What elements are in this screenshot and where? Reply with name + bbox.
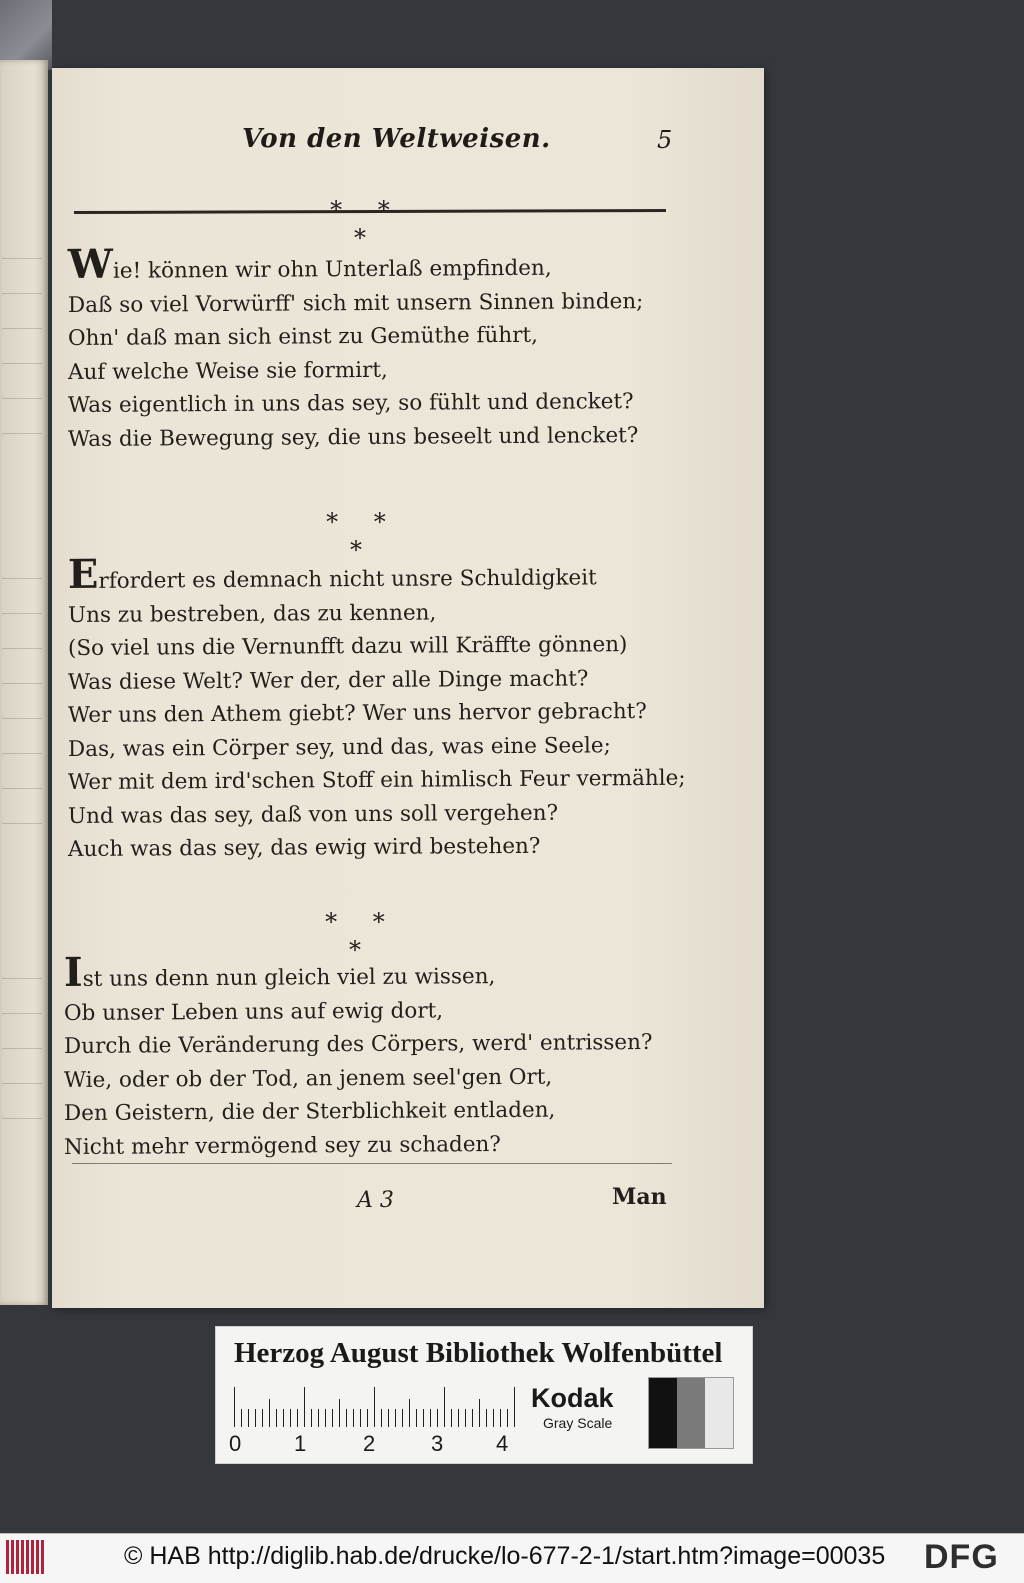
ruler-tick: [451, 1409, 452, 1427]
ruler-tick: [255, 1409, 256, 1427]
ruler-tick: [493, 1409, 494, 1427]
stanza-1: [67, 240, 658, 454]
verse-line: Das, was ein Cörper sey, und das, was eine Seele;: [67, 732, 611, 762]
ruler-tick: [290, 1409, 291, 1427]
ruler-tick: [409, 1399, 410, 1427]
ruler-tick: [437, 1409, 438, 1427]
section-stars: * * *: [325, 908, 399, 964]
ruler-tick: [311, 1409, 312, 1427]
barcode-logo: [6, 1540, 46, 1574]
ruler-tick: [262, 1409, 263, 1427]
book-page: [52, 68, 764, 1308]
ruler-tick: [444, 1387, 445, 1427]
adjacent-text-line: [2, 310, 42, 329]
adjacent-text-line: [2, 665, 42, 684]
ruler-tick: [514, 1387, 515, 1427]
ruler-tick: [304, 1387, 305, 1427]
ruler-tick: [318, 1409, 319, 1427]
footer-bar: [0, 1533, 1024, 1583]
ruler-tick: [500, 1409, 501, 1427]
ruler-tick: [241, 1409, 242, 1427]
ruler-tick: [234, 1387, 235, 1427]
verse-line: Wie! können wir ohn Unterlaß empfinden,: [67, 240, 552, 289]
verse-line: Durch die Veränderung des Cörpers, werd' entrissen?: [63, 1029, 653, 1060]
gray-patch: [649, 1378, 677, 1448]
ruler-tick: [269, 1399, 270, 1427]
ruler-tick: [276, 1409, 277, 1427]
verse-line: Auf welche Weise sie formirt,: [67, 357, 388, 385]
ruler-tick: [346, 1409, 347, 1427]
verse-line: Den Geistern, die der Sterblichkeit entladen,: [63, 1097, 556, 1127]
adjacent-text-line: [2, 1030, 42, 1049]
color-calibration-card: [215, 1326, 753, 1464]
adjacent-text-line: [2, 380, 42, 399]
verse-line: Ist uns denn nun gleich viel zu wissen,: [63, 948, 496, 997]
page-number: 5: [657, 126, 673, 154]
adjacent-text-line: [2, 1100, 42, 1119]
ruler-tick: [402, 1409, 403, 1427]
verse-line: Nicht mehr vermögend sey zu schaden?: [63, 1131, 501, 1160]
ruler-tick: [423, 1409, 424, 1427]
adjacent-text-line: [2, 345, 42, 364]
adjacent-text-line: [2, 995, 42, 1014]
kodak-logo: Kodak: [531, 1383, 614, 1413]
adjacent-page-edge: [0, 60, 48, 1305]
ruler-tick: [395, 1409, 396, 1427]
signature-mark: A 3: [357, 1188, 394, 1213]
stanza-2: [67, 550, 686, 865]
ruler-tick: [248, 1409, 249, 1427]
adjacent-text-line: [2, 770, 42, 789]
ruler-tick: [416, 1409, 417, 1427]
verse-line: Uns zu bestreben, das zu kennen,: [67, 599, 437, 628]
ruler-number: 1: [294, 1431, 307, 1456]
verse-line: Daß so viel Vorwürff' sich mit unsern Sinnen binden;: [67, 288, 644, 318]
verse-line: Was diese Welt? Wer der, der alle Dinge macht?: [67, 665, 589, 695]
verse-line: Was die Bewegung sey, die uns beseelt und lencket?: [67, 422, 639, 452]
verse-line: Auch was das sey, das ewig wird bestehen?: [67, 833, 541, 863]
ruler-tick: [339, 1399, 340, 1427]
verse-line: Erfordert es demnach nicht unsre Schuldigkeit: [67, 550, 597, 599]
ruler-tick: [507, 1409, 508, 1427]
section-stars: * * *: [326, 508, 400, 564]
ruler-tick: [353, 1409, 354, 1427]
ruler-tick: [479, 1399, 480, 1427]
adjacent-text-line: [2, 275, 42, 294]
ruler-tick: [367, 1409, 368, 1427]
adjacent-text-line: [2, 630, 42, 649]
ruler-tick: [472, 1409, 473, 1427]
gray-scale-label: Gray Scale: [543, 1415, 613, 1431]
ruler-number: 0: [229, 1431, 242, 1456]
ruler-tick: [297, 1409, 298, 1427]
adjacent-text-line: [2, 240, 42, 259]
section-stars: * * *: [330, 196, 404, 252]
adjacent-text-line: [2, 960, 42, 979]
measurement-ruler: [234, 1387, 526, 1427]
verse-line: Ob unser Leben uns auf ewig dort,: [63, 997, 444, 1026]
verse-line: Wie, oder ob der Tod, an jenem seel'gen Ort,: [63, 1064, 553, 1093]
verse-line: Und was das sey, daß von uns soll vergehen?: [67, 800, 559, 829]
ruler-tick: [360, 1409, 361, 1427]
ruler-tick: [332, 1409, 333, 1427]
adjacent-text-line: [2, 700, 42, 719]
ruler-tick: [283, 1409, 284, 1427]
adjacent-text-line: [2, 735, 42, 754]
verse-line: Wer mit dem ird'schen Stoff ein himlisch Feur vermähle;: [67, 765, 686, 796]
verse-line: Wer uns den Athem giebt? Wer uns hervor gebracht?: [67, 699, 647, 729]
stanza-3: [63, 948, 654, 1162]
ruler-tick: [325, 1409, 326, 1427]
catchword: Man: [612, 1184, 667, 1210]
ruler-tick: [430, 1409, 431, 1427]
ruler-tick: [486, 1409, 487, 1427]
ruler-tick: [458, 1409, 459, 1427]
adjacent-text-line: [2, 415, 42, 434]
adjacent-text-line: [2, 805, 42, 824]
copyright-link[interactable]: © HAB http://diglib.hab.de/drucke/lo-677-2-1/start.htm?image=00035: [124, 1542, 886, 1570]
ruler-tick: [381, 1409, 382, 1427]
gray-patches: [648, 1377, 734, 1449]
running-title: Von den Weltweisen.: [242, 124, 551, 154]
adjacent-text-line: [2, 1065, 42, 1084]
library-name: Herzog August Bibliothek Wolfenbüttel: [234, 1337, 723, 1369]
ruler-tick: [374, 1387, 375, 1427]
gray-patch: [677, 1378, 705, 1448]
adjacent-text-line: [2, 595, 42, 614]
verse-line: (So viel uns die Vernunfft dazu will Kräffte gönnen): [67, 632, 628, 662]
ruler-tick: [465, 1409, 466, 1427]
footer-rule: [72, 1163, 672, 1164]
gray-patch: [705, 1378, 733, 1448]
adjacent-text-line: [2, 560, 42, 579]
ruler-tick: [388, 1409, 389, 1427]
ruler-number: 4: [496, 1431, 509, 1456]
verse-line: Was eigentlich in uns das sey, so fühlt und dencket?: [67, 389, 634, 419]
ruler-number: 2: [363, 1431, 376, 1456]
verse-line: Ohn' daß man sich einst zu Gemüthe führt,: [67, 322, 538, 352]
dfg-logo: DFG: [924, 1538, 999, 1576]
running-head: [72, 116, 712, 166]
ruler-number: 3: [431, 1431, 444, 1456]
